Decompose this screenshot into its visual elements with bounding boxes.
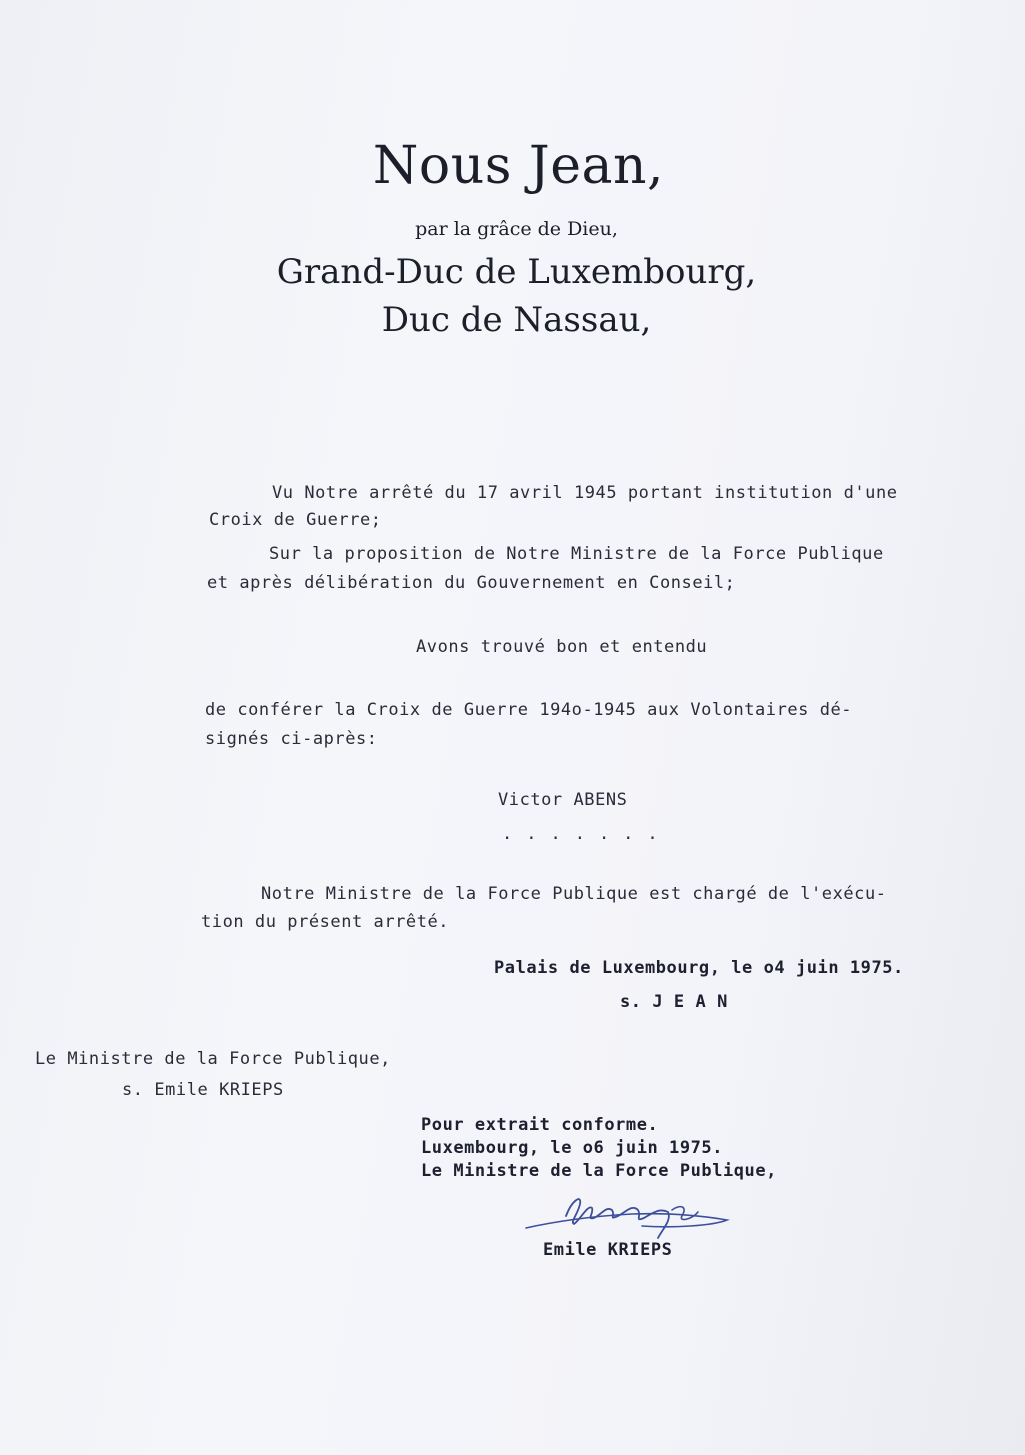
decree-subtitle: par la grâce de Dieu, bbox=[415, 218, 618, 240]
body-conferer-line-2: signés ci-après: bbox=[205, 729, 378, 749]
recipient-name: Victor ABENS bbox=[498, 790, 628, 810]
body-vu-line-2: Croix de Guerre; bbox=[209, 510, 382, 530]
extrait-line-1: Pour extrait conforme. bbox=[421, 1115, 659, 1135]
decree-title: Nous Jean, bbox=[372, 136, 665, 196]
extrait-line-3: Le Ministre de la Force Publique, bbox=[421, 1161, 777, 1181]
body-notre-line-1: Notre Ministre de la Force Publique est chargé de l'exécu- bbox=[261, 884, 887, 904]
body-sur-line-1: Sur la proposition de Notre Ministre de la Force Publique bbox=[269, 544, 884, 564]
body-notre-line-2: tion du présent arrêté. bbox=[201, 912, 450, 932]
handwritten-signature bbox=[522, 1186, 742, 1246]
body-conferer-line-1: de conférer la Croix de Guerre 194o-1945 aux Volontaires dé- bbox=[205, 700, 853, 720]
signoff-ministre-line-2: s. Emile KRIEPS bbox=[122, 1080, 284, 1100]
signature-name: Emile KRIEPS bbox=[543, 1240, 673, 1260]
extrait-line-2: Luxembourg, le o6 juin 1975. bbox=[421, 1138, 723, 1158]
signoff-ministre-line-1: Le Ministre de la Force Publique, bbox=[35, 1049, 391, 1069]
ellipsis-dots: ....... bbox=[502, 824, 672, 844]
body-vu-line-1: Vu Notre arrêté du 17 avril 1945 portant institution d'une bbox=[272, 483, 898, 503]
body-sur-line-2: et après délibération du Gouvernement en Conseil; bbox=[207, 573, 736, 593]
title-duc-nassau: Duc de Nassau, bbox=[381, 300, 652, 340]
body-avons: Avons trouvé bon et entendu bbox=[416, 637, 708, 657]
title-grand-duc: Grand-Duc de Luxembourg, bbox=[276, 252, 757, 292]
signoff-s-jean: s. J E A N bbox=[620, 992, 728, 1012]
signoff-palais: Palais de Luxembourg, le o4 juin 1975. bbox=[494, 958, 904, 978]
